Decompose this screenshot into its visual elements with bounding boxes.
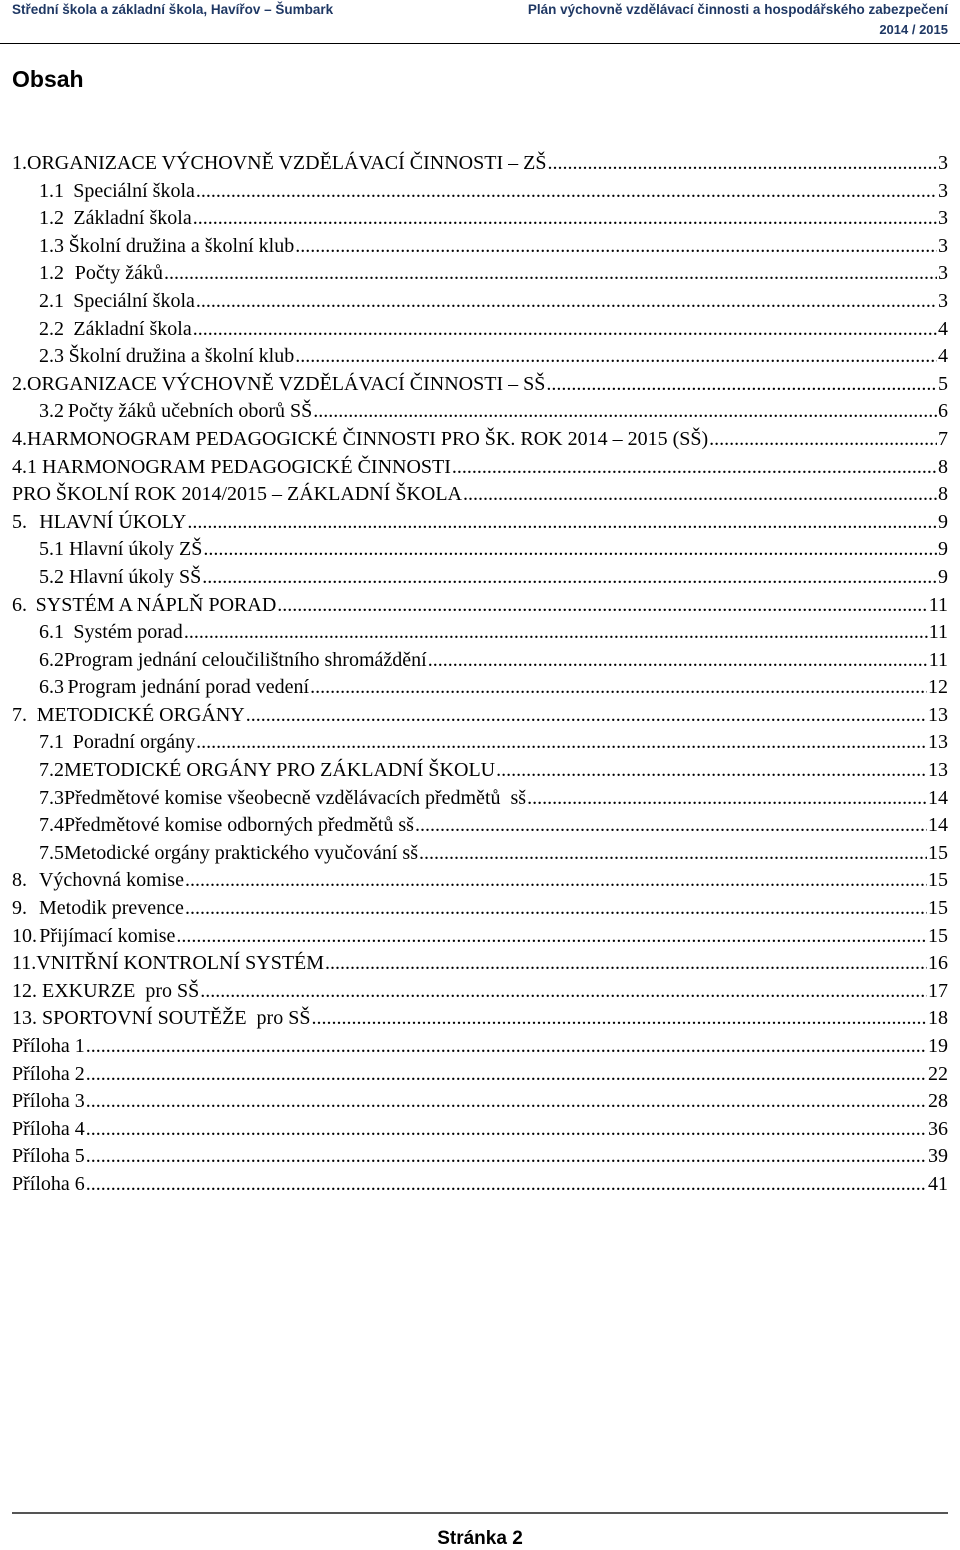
toc-dot-leader [196, 729, 927, 757]
toc-entry-label: METODICKÉ ORGÁNY [36, 703, 245, 726]
toc-entry-line[interactable] [12, 1088, 948, 1116]
toc-dot-leader [325, 950, 927, 978]
toc-entry-number: 6.1 [39, 621, 64, 644]
toc-entry[interactable] [0, 647, 960, 675]
toc-dot-leader [196, 288, 937, 316]
header-school-name: Střední škola a základní škola, Havířov – Šumbark [12, 2, 334, 17]
toc-entry-number: 7.2 [39, 759, 64, 782]
toc-entry-line[interactable] [12, 233, 948, 261]
toc-dot-leader [200, 978, 927, 1006]
toc-dot-leader [419, 840, 927, 868]
toc-entry-number: 2.2 [39, 317, 64, 340]
table-of-contents [0, 150, 960, 1199]
header-document-title: Plán výchovně vzdělávací činnosti a hospodářského zabezpečení [527, 2, 948, 17]
toc-entry-label: Základní škola [73, 317, 192, 340]
toc-entry-label: Příloha 5 [12, 1145, 85, 1168]
toc-entry-line[interactable] [12, 426, 948, 454]
toc-entry-line[interactable] [12, 702, 948, 730]
toc-entry-line[interactable] [12, 1171, 948, 1199]
toc-entry-page: 9 [938, 510, 948, 533]
toc-entry-label: Počty žáků [74, 262, 164, 285]
toc-entry[interactable] [0, 233, 960, 261]
toc-entry-line[interactable] [12, 812, 948, 840]
toc-entry[interactable] [0, 923, 960, 951]
toc-entry-page: 6 [938, 400, 948, 423]
toc-entry-label: Školní družina a školní klub [68, 345, 295, 368]
toc-entry-label: Příloha 3 [12, 1090, 85, 1113]
toc-entry[interactable] [0, 785, 960, 813]
toc-entry-number: 3.2 [39, 400, 64, 423]
toc-entry-page: 9 [938, 565, 948, 588]
toc-entry-line[interactable] [12, 260, 948, 288]
toc-dot-leader [86, 1171, 927, 1199]
toc-entry-page: 16 [928, 952, 948, 975]
toc-entry-line[interactable] [12, 785, 948, 813]
toc-entry-line[interactable] [12, 978, 948, 1006]
toc-dot-leader [176, 923, 927, 951]
toc-entry-label: HLAVNÍ ÚKOLY [39, 510, 187, 533]
toc-entry-page: 4 [938, 317, 948, 340]
toc-entry[interactable] [0, 1005, 960, 1033]
toc-entry-label: Příloha 4 [12, 1117, 85, 1140]
toc-entry-page: 41 [928, 1172, 948, 1195]
toc-entry[interactable] [0, 564, 960, 592]
toc-entry[interactable] [0, 150, 960, 178]
toc-dot-leader [86, 1061, 927, 1089]
toc-entry-line[interactable] [12, 150, 948, 178]
toc-entry[interactable] [0, 1033, 960, 1061]
toc-entry-label: 13. SPORTOVNÍ SOUTĚŽE pro SŠ [12, 1007, 311, 1030]
toc-entry-number: 1.3 [39, 234, 64, 257]
toc-entry-number: 7.3 [39, 786, 64, 809]
toc-entry-line[interactable] [12, 729, 948, 757]
toc-entry-number: 2.3 [39, 345, 64, 368]
toc-dot-leader [547, 150, 937, 178]
toc-entry-page: 3 [938, 179, 948, 202]
toc-dot-leader [277, 592, 927, 620]
toc-entry-number: 4. [12, 427, 27, 450]
toc-entry-number: 1.1 [39, 179, 64, 202]
toc-dot-leader [295, 343, 937, 371]
toc-entry[interactable] [0, 481, 960, 509]
toc-entry-number: 7.1 [39, 731, 64, 754]
toc-dot-leader [310, 674, 927, 702]
toc-entry-page: 28 [928, 1090, 948, 1113]
toc-entry-line[interactable] [12, 592, 948, 620]
toc-entry-number: 6. [12, 593, 27, 616]
toc-dot-leader [164, 260, 937, 288]
toc-entry-line[interactable] [12, 840, 948, 868]
toc-dot-leader [295, 233, 937, 261]
toc-entry[interactable] [0, 1088, 960, 1116]
toc-dot-leader [527, 785, 927, 813]
toc-entry-page: 14 [928, 814, 948, 837]
toc-entry-page: 8 [938, 483, 948, 506]
toc-entry-label: Program jednání celoučilištního shromáždění [64, 648, 427, 671]
toc-entry-label: ORGANIZACE VÝCHOVNĚ VZDĚLÁVACÍ ČINNOSTI – SŠ [27, 372, 546, 395]
toc-entry-line[interactable] [12, 1116, 948, 1144]
toc-entry-page: 12 [928, 676, 948, 699]
toc-entry-number: 6.3 [39, 676, 64, 699]
toc-entry-label: Příloha 2 [12, 1062, 85, 1085]
toc-entry-line[interactable] [12, 923, 948, 951]
toc-entry[interactable] [0, 509, 960, 537]
toc-entry-label: Metodické orgány praktického vyučování sš [64, 841, 418, 864]
toc-entry[interactable] [0, 812, 960, 840]
toc-entry-label: HARMONOGRAM PEDAGOGICKÉ ČINNOSTI PRO ŠK. ROK 2014 – 2015 (SŠ) [27, 427, 709, 450]
toc-entry[interactable] [0, 840, 960, 868]
toc-entry-label: 4.1 HARMONOGRAM PEDAGOGICKÉ ČINNOSTI [12, 455, 451, 478]
toc-entry-number: 1.2 [39, 262, 64, 285]
toc-dot-leader [452, 454, 937, 482]
toc-entry-label: 5.1 Hlavní úkoly ZŠ [39, 538, 203, 561]
toc-entry-line[interactable] [12, 481, 948, 509]
toc-entry-page: 15 [928, 841, 948, 864]
toc-entry-page: 13 [928, 731, 948, 754]
toc-entry-page: 3 [938, 234, 948, 257]
toc-entry-line[interactable] [12, 509, 948, 537]
toc-entry-label: Počty žáků učebních oborů SŠ [67, 400, 313, 423]
toc-entry-line[interactable] [12, 343, 948, 371]
toc-entry[interactable] [0, 316, 960, 344]
toc-dot-leader [415, 812, 927, 840]
toc-entry-label: VNITŘNÍ KONTROLNÍ SYSTÉM [36, 952, 325, 975]
toc-entry-line[interactable] [12, 316, 948, 344]
toc-entry[interactable] [0, 978, 960, 1006]
toc-dot-leader [196, 178, 937, 206]
toc-entry-label: ORGANIZACE VÝCHOVNĚ VZDĚLÁVACÍ ČINNOSTI – ZŠ [27, 152, 547, 174]
toc-entry-number: 8. [12, 869, 27, 892]
toc-entry-label: Předmětové komise všeobecně vzdělávacích předmětů sš [64, 786, 527, 809]
toc-entry-number: 6.2 [39, 648, 64, 671]
toc-entry-line[interactable] [12, 398, 948, 426]
toc-entry-page: 11 [928, 621, 948, 644]
toc-entry-page: 3 [938, 262, 948, 285]
toc-dot-leader [86, 1088, 927, 1116]
toc-entry-page: 3 [938, 152, 948, 174]
toc-entry[interactable] [0, 1143, 960, 1171]
toc-entry-page: 14 [928, 786, 948, 809]
toc-entry[interactable] [0, 619, 960, 647]
toc-entry-label: Příloha 1 [12, 1035, 85, 1057]
toc-entry-number: 11. [12, 952, 37, 975]
toc-entry-line[interactable] [12, 1033, 948, 1061]
toc-entry[interactable] [0, 398, 960, 426]
toc-entry-number: 1. [12, 152, 27, 174]
toc-entry-page: 36 [928, 1117, 948, 1140]
toc-entry-line[interactable] [12, 757, 948, 785]
toc-entry-line[interactable] [12, 178, 948, 206]
toc-dot-leader [202, 564, 937, 592]
toc-entry-line[interactable] [12, 205, 948, 233]
page-number-footer: Stránka 2 [437, 1528, 523, 1549]
toc-dot-leader [203, 536, 937, 564]
toc-entry-label: Školní družina a školní klub [68, 234, 295, 257]
toc-entry-label: SYSTÉM A NÁPLŇ PORAD [35, 593, 277, 616]
toc-entry[interactable] [0, 178, 960, 206]
toc-dot-leader [428, 647, 928, 675]
toc-entry-page: 5 [938, 372, 948, 395]
toc-entry-number: 7. [12, 703, 27, 726]
toc-entry[interactable] [0, 1061, 960, 1089]
toc-entry[interactable] [0, 288, 960, 316]
toc-entry-line[interactable] [12, 619, 948, 647]
toc-entry-line[interactable] [12, 1005, 948, 1033]
header-school-year: 2014 / 2015 [879, 22, 948, 37]
toc-dot-leader [246, 702, 927, 730]
toc-dot-leader [311, 1005, 927, 1033]
toc-entry-page: 15 [928, 897, 948, 920]
toc-entry-label: Přijímací komise [39, 924, 176, 947]
toc-entry-page: 3 [938, 289, 948, 312]
toc-entry[interactable] [0, 674, 960, 702]
toc-entry-label: Poradní orgány [72, 731, 196, 754]
toc-dot-leader [313, 398, 937, 426]
toc-entry-number: 7.5 [39, 841, 64, 864]
toc-entry[interactable] [0, 1171, 960, 1199]
toc-entry-line[interactable] [12, 647, 948, 675]
toc-dot-leader [463, 481, 937, 509]
toc-entry[interactable] [0, 536, 960, 564]
toc-entry-page: 39 [928, 1145, 948, 1168]
toc-entry-page: 8 [938, 455, 948, 478]
toc-entry-label: Předmětové komise odborných předmětů sš [64, 814, 414, 837]
toc-entry-line[interactable] [12, 536, 948, 564]
header-divider [0, 43, 960, 44]
toc-entry-page: 11 [928, 593, 948, 616]
toc-dot-leader [709, 426, 937, 454]
toc-dot-leader [86, 1143, 927, 1171]
toc-dot-leader [86, 1116, 927, 1144]
toc-entry-number: 5. [12, 510, 27, 533]
toc-entry-label: PRO ŠKOLNÍ ROK 2014/2015 – ZÁKLADNÍ ŠKOLA [12, 483, 462, 506]
toc-entry-page: 7 [938, 427, 948, 450]
toc-dot-leader [184, 619, 928, 647]
toc-entry-line[interactable] [12, 288, 948, 316]
toc-entry-label: Systém porad [73, 621, 183, 644]
toc-entry-number: 10. [12, 924, 37, 947]
toc-dot-leader [187, 509, 937, 537]
toc-entry-line[interactable] [12, 371, 948, 399]
toc-entry-number: 1.2 [39, 207, 64, 230]
toc-entry[interactable] [0, 702, 960, 730]
toc-entry[interactable] [0, 757, 960, 785]
toc-entry-line[interactable] [12, 674, 948, 702]
toc-entry-page: 18 [928, 1007, 948, 1030]
toc-entry-page: 15 [928, 924, 948, 947]
toc-entry[interactable] [0, 867, 960, 895]
toc-entry-label: Výchovná komise [38, 869, 184, 892]
toc-entry-page: 17 [928, 979, 948, 1002]
toc-entry-line[interactable] [12, 454, 948, 482]
toc-dot-leader [546, 371, 937, 399]
toc-entry-label: METODICKÉ ORGÁNY PRO ZÁKLADNÍ ŠKOLU [64, 759, 496, 782]
toc-entry-line[interactable] [12, 1061, 948, 1089]
toc-entry-line[interactable] [12, 1143, 948, 1171]
toc-entry[interactable] [0, 426, 960, 454]
toc-dot-leader [185, 895, 927, 923]
toc-entry-page: 15 [928, 869, 948, 892]
toc-dot-leader [86, 1033, 927, 1061]
toc-entry[interactable] [0, 950, 960, 978]
toc-entry-page: 11 [928, 648, 948, 671]
toc-entry[interactable] [0, 343, 960, 371]
toc-dot-leader [193, 205, 937, 233]
toc-dot-leader [496, 757, 927, 785]
page-title: Obsah [12, 66, 84, 92]
toc-entry-page: 4 [938, 345, 948, 368]
toc-entry-number: 2.1 [39, 289, 64, 312]
toc-entry[interactable] [0, 592, 960, 620]
toc-entry[interactable] [0, 205, 960, 233]
toc-entry[interactable] [0, 729, 960, 757]
toc-entry-label: 12. EXKURZE pro SŠ [12, 979, 200, 1002]
toc-entry-line[interactable] [12, 867, 948, 895]
toc-entry[interactable] [0, 371, 960, 399]
toc-entry-label: Speciální škola [73, 289, 195, 312]
toc-entry-line[interactable] [12, 950, 948, 978]
toc-entry-page: 13 [928, 703, 948, 726]
toc-dot-leader [193, 316, 937, 344]
toc-entry-page: 22 [928, 1062, 948, 1085]
toc-entry-line[interactable] [12, 564, 948, 592]
toc-entry-page: 3 [938, 207, 948, 230]
toc-entry[interactable] [0, 895, 960, 923]
toc-entry-label: Speciální škola [73, 179, 195, 202]
toc-entry[interactable] [0, 1116, 960, 1144]
toc-entry[interactable] [0, 454, 960, 482]
toc-entry-number: 2. [12, 372, 27, 395]
toc-entry-label: Příloha 6 [12, 1172, 85, 1195]
toc-entry-label: 5.2 Hlavní úkoly SŠ [39, 565, 202, 588]
toc-entry[interactable] [0, 260, 960, 288]
footer-divider [12, 1512, 948, 1514]
toc-entry-page: 9 [938, 538, 948, 561]
toc-entry-number: 9. [12, 897, 27, 920]
toc-entry-page: 19 [928, 1035, 948, 1057]
toc-entry-page: 13 [928, 759, 948, 782]
toc-entry-label: Základní škola [73, 207, 192, 230]
toc-entry-label: Program jednání porad vedení [67, 676, 310, 699]
toc-dot-leader [185, 867, 927, 895]
toc-entry-label: Metodik prevence [38, 897, 184, 920]
toc-entry-line[interactable] [12, 895, 948, 923]
toc-entry-number: 7.4 [39, 814, 64, 837]
